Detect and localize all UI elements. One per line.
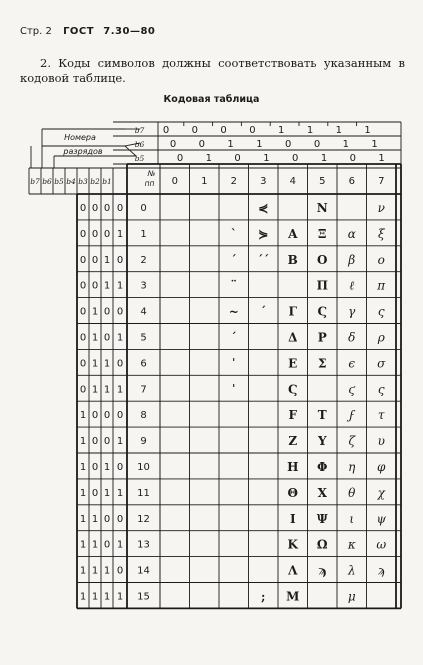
row-9-bit-2: 0	[103, 436, 111, 448]
column-number-4: 4	[289, 176, 296, 187]
cell-r1-c7: ξ	[377, 226, 385, 241]
row-3-bit-0: 0	[79, 280, 87, 292]
col-bit-b5-2: 0	[234, 153, 241, 164]
row-bit-name-b4: b4	[66, 177, 76, 186]
cell-r6-c6: ϵ	[348, 356, 356, 371]
row-number-2: 2	[140, 254, 147, 266]
cell-r9-c7: υ	[377, 434, 385, 449]
row-number-5: 5	[140, 332, 147, 344]
row-number-1: 1	[140, 228, 147, 240]
cell-r15-c3: ;	[261, 589, 266, 604]
row-number-3: 3	[140, 280, 147, 292]
row-11-bit-0: 1	[79, 487, 87, 499]
row-4-bit-0: 0	[79, 306, 87, 318]
row-6-bit-3: 0	[116, 358, 124, 370]
col-bit-b5-0: 0	[176, 153, 184, 164]
cell-r9-c6: ζ	[348, 434, 356, 449]
row-8-bit-1: 0	[91, 410, 99, 422]
cell-r12-c7: ψ	[376, 511, 386, 526]
row-2-bit-0: 0	[79, 254, 87, 266]
row-bit-name-b2: b2	[90, 177, 100, 186]
row-2-bit-3: 0	[116, 254, 124, 266]
cell-r1-c3: ⋟	[258, 226, 269, 241]
row-10-bit-2: 1	[103, 462, 111, 473]
row-13-bit-3: 1	[116, 539, 124, 551]
row-11-bit-2: 1	[103, 487, 111, 499]
body-paragraph: 2. Коды символов должны соответствовать указанным в кодовой таблице.	[20, 56, 405, 85]
col-bit-b5-3: 1	[263, 153, 270, 164]
col-bit-b6-5: 0	[313, 139, 321, 150]
cell-r3-c5: Π	[316, 278, 328, 293]
row-15-bit-1: 1	[91, 591, 99, 603]
cell-r3-c2: ¨	[230, 278, 237, 293]
cell-r3-c6: ℓ	[349, 278, 355, 293]
col-bit-b7-0: 0	[162, 125, 170, 136]
cell-r4-c6: γ	[348, 304, 356, 319]
column-number-1: 1	[201, 176, 208, 187]
row-15-bit-0: 1	[79, 591, 87, 603]
row-5-bit-1: 1	[91, 332, 99, 344]
row-2-bit-1: 0	[91, 254, 99, 266]
cell-r2-c2: ˊ	[230, 252, 237, 267]
row-bit-name-b6: b6	[42, 177, 52, 186]
cell-r11-c5: Χ	[317, 485, 327, 500]
column-number-7: 7	[378, 176, 385, 187]
col-bit-b5-1: 1	[205, 153, 212, 164]
row-4-bit-1: 1	[91, 306, 99, 318]
cell-r1-c2: ˋ	[230, 226, 237, 241]
cell-r13-c4: Κ	[287, 537, 298, 552]
cell-r7-c2: ˈ	[232, 382, 236, 397]
cell-r6-c5: Σ	[318, 356, 327, 371]
cell-r5-c7: ρ	[377, 330, 385, 345]
cell-r8-c5: Τ	[317, 408, 327, 423]
column-number-3: 3	[260, 176, 267, 187]
row-13-bit-2: 0	[103, 539, 111, 551]
row-number-9: 9	[140, 436, 147, 448]
col-bit-name-b7: b7	[134, 126, 145, 135]
col-bit-name-b6: b6	[134, 140, 145, 149]
cell-r2-c6: β	[348, 252, 356, 267]
cell-r13-c6: κ	[347, 537, 356, 552]
row-number-7: 7	[140, 384, 147, 396]
row-0-bit-2: 0	[103, 203, 111, 214]
cell-r4-c4: Γ	[288, 304, 298, 319]
row-0-bit-0: 0	[79, 203, 87, 214]
col-bit-b7-4: 1	[278, 125, 285, 136]
row-0-bit-3: 0	[116, 203, 124, 214]
row-9-bit-3: 1	[116, 436, 124, 448]
cell-r11-c4: Θ	[287, 485, 298, 500]
row-2-bit-2: 1	[103, 254, 111, 266]
row-bit-name-b1: b1	[102, 177, 112, 186]
cell-r10-c5: Φ	[317, 460, 328, 474]
cell-r12-c6: ι	[349, 511, 355, 526]
col-bit-b6-7: 1	[371, 139, 378, 150]
row-12-bit-2: 0	[103, 513, 111, 525]
column-number-2: 2	[230, 176, 237, 187]
col-bit-b6-6: 1	[342, 139, 349, 150]
cell-r0-c3: ⋞	[258, 201, 269, 215]
column-number-0: 0	[171, 176, 178, 187]
cell-r7-c6: ϛ	[348, 382, 356, 397]
row-3-bit-3: 1	[116, 280, 124, 292]
row-12-bit-1: 1	[91, 513, 99, 525]
cell-r1-c5: Ξ	[318, 226, 327, 241]
row-number-13: 13	[137, 539, 150, 551]
cell-r1-c4: Α	[288, 226, 298, 241]
cell-r14-c5: ϡ	[318, 563, 327, 578]
row-10-bit-0: 1	[79, 462, 87, 473]
cell-r4-c2: ~	[228, 304, 239, 319]
row-0-bit-1: 0	[91, 203, 99, 214]
row-6-bit-2: 1	[103, 358, 111, 370]
row-number-11: 11	[137, 487, 150, 499]
row-8-bit-2: 0	[103, 410, 111, 422]
cell-r3-c7: π	[377, 278, 386, 293]
row-10-bit-1: 0	[91, 462, 99, 473]
row-1-bit-2: 0	[103, 228, 111, 240]
row-number-4: 4	[140, 306, 147, 318]
row-6-bit-1: 1	[91, 358, 99, 370]
col-bit-b5-5: 1	[320, 153, 328, 164]
cell-r5-c5: Ρ	[317, 330, 327, 345]
row-12-bit-0: 1	[79, 513, 87, 525]
row-9-bit-0: 1	[79, 436, 87, 448]
col-bit-name-b5: b5	[134, 154, 145, 163]
cell-r8-c6: ϝ	[348, 408, 355, 423]
cell-r0-c5: N	[316, 201, 328, 215]
cell-r14-c7: ϡ	[377, 563, 385, 578]
cell-r11-c6: θ	[348, 485, 356, 500]
row-7-bit-1: 1	[91, 384, 99, 396]
cell-r12-c4: Ι	[289, 511, 296, 526]
row-11-bit-3: 1	[116, 487, 124, 499]
col-bit-b6-1: 0	[198, 139, 205, 150]
row-15-bit-3: 1	[116, 591, 124, 603]
col-bit-b6-4: 0	[285, 139, 292, 150]
row-14-bit-1: 1	[91, 565, 99, 577]
cell-r1-c6: α	[347, 226, 356, 241]
col-bit-b7-7: 1	[364, 125, 371, 136]
row-13-bit-1: 1	[91, 539, 99, 551]
cell-r9-c5: Υ	[317, 434, 327, 449]
row-15-bit-2: 1	[103, 591, 111, 603]
cell-r5-c6: δ	[348, 330, 356, 345]
row-number-14: 14	[137, 565, 150, 577]
row-7-bit-0: 0	[79, 384, 87, 396]
cell-r6-c2: ˈ	[232, 356, 236, 371]
col-bit-b5-7: 1	[378, 153, 385, 164]
row-bit-name-b7: b7	[30, 177, 40, 186]
cell-r10-c6: η	[348, 460, 356, 474]
row-number-0: 0	[140, 203, 147, 214]
col-bit-b7-1: 0	[191, 125, 198, 136]
row-header-pp: пп	[144, 179, 155, 188]
row-3-bit-2: 1	[103, 280, 111, 292]
cell-r6-c4: Ε	[288, 356, 298, 371]
row-number-6: 6	[140, 358, 147, 370]
cell-r2-c5: Ο	[317, 252, 328, 267]
row-5-bit-2: 0	[103, 332, 111, 344]
row-header-number-sign: №	[147, 169, 156, 178]
row-8-bit-0: 1	[79, 410, 87, 422]
cell-r5-c2: ˊ	[230, 330, 237, 345]
cell-r13-c7: ω	[376, 537, 387, 552]
col-bit-b6-2: 1	[227, 139, 234, 150]
cell-r2-c3: ˊˊ	[257, 252, 270, 267]
page-label: Стр. 2	[20, 26, 52, 37]
col-bit-b7-3: 0	[249, 125, 256, 136]
row-number-10: 10	[137, 462, 150, 473]
row-4-bit-3: 0	[116, 306, 124, 318]
column-number-5: 5	[319, 176, 326, 187]
row-1-bit-0: 0	[79, 228, 87, 240]
standard-name: ГОСТ	[63, 26, 95, 37]
cell-r14-c6: λ	[347, 563, 356, 578]
row-11-bit-1: 0	[91, 487, 99, 499]
cell-r8-c7: τ	[377, 408, 385, 423]
row-7-bit-3: 1	[116, 384, 124, 396]
cell-r4-c3: ˊ	[260, 304, 267, 319]
cell-r14-c4: Λ	[288, 563, 298, 578]
cell-r15-c6: μ	[347, 589, 356, 604]
row-4-bit-2: 0	[103, 306, 111, 318]
cell-r7-c7: ς	[377, 382, 385, 397]
cell-r4-c7: ς	[377, 304, 385, 319]
cell-r8-c4: F	[288, 408, 298, 423]
row-number-15: 15	[137, 591, 150, 603]
cell-r15-c4: Μ	[286, 589, 300, 604]
cell-r4-c5: Ϛ	[317, 304, 328, 319]
row-number-12: 12	[137, 513, 150, 525]
cell-r11-c7: χ	[377, 485, 385, 500]
row-1-bit-3: 1	[116, 228, 124, 240]
row-12-bit-3: 0	[116, 513, 124, 525]
cell-r10-c4: Η	[287, 460, 299, 474]
cell-r12-c5: Ψ	[316, 511, 328, 526]
col-bit-b5-4: 0	[292, 153, 299, 164]
row-6-bit-0: 0	[79, 358, 87, 370]
cell-r0-c7: ν	[377, 201, 385, 215]
row-13-bit-0: 1	[79, 539, 87, 551]
row-1-bit-1: 0	[91, 228, 99, 240]
col-bit-b7-6: 1	[335, 125, 342, 136]
col-bit-b6-3: 1	[256, 139, 263, 150]
row-bit-name-b5: b5	[54, 177, 64, 186]
row-14-bit-3: 0	[116, 565, 124, 577]
row-5-bit-3: 1	[116, 332, 124, 344]
row-5-bit-0: 0	[79, 332, 87, 344]
row-14-bit-2: 1	[103, 565, 111, 577]
cell-r10-c7: φ	[377, 460, 386, 474]
cell-r7-c4: Ϛ	[287, 382, 298, 397]
col-bit-b5-6: 0	[349, 153, 356, 164]
row-10-bit-3: 0	[116, 462, 124, 473]
cell-r9-c4: Ζ	[288, 434, 298, 449]
row-7-bit-2: 1	[103, 384, 111, 396]
table-title: Кодовая таблица	[163, 94, 260, 105]
cell-r6-c7: σ	[377, 356, 386, 371]
col-bit-b7-2: 0	[220, 125, 227, 136]
row-number-8: 8	[140, 410, 147, 422]
col-bit-b7-5: 1	[306, 125, 314, 136]
column-number-6: 6	[348, 176, 355, 187]
cell-r2-c7: ο	[377, 252, 385, 267]
label-bits: разрядов	[63, 147, 103, 156]
row-9-bit-1: 0	[91, 436, 99, 448]
label-numbers: Номера	[64, 133, 96, 142]
cell-r2-c4: Β	[287, 252, 298, 267]
col-bit-b6-0: 0	[169, 139, 177, 150]
row-bit-name-b3: b3	[78, 177, 88, 186]
row-3-bit-1: 0	[91, 280, 99, 292]
standard-number: 7.30—80	[103, 26, 156, 37]
cell-r13-c5: Ω	[316, 537, 328, 552]
row-8-bit-3: 0	[116, 410, 124, 422]
row-14-bit-0: 1	[79, 565, 87, 577]
cell-r5-c4: Δ	[288, 330, 298, 345]
